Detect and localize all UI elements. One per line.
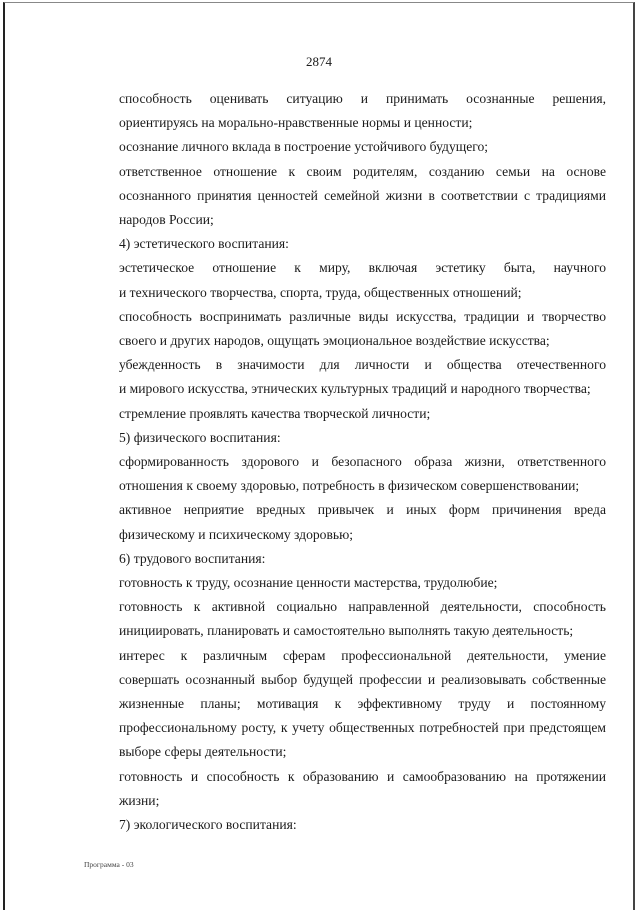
text-line: 6) трудового воспитания: [119,550,266,566]
text-line: готовность к труду, осознание ценности мастерства, трудолюбие; [119,575,498,591]
text-line: 7) экологического воспитания: [119,817,297,833]
text-line: способность оценивать ситуацию и принимать осознанные решения, [119,91,606,106]
text-line: выборе сферы деятельности; [119,744,287,760]
text-line: и технического творчества, спорта, труда, общественных отношений; [119,284,522,300]
text-line: отношения к своему здоровью, потребность в физическом совершенствовании; [119,478,580,494]
text-line: физическому и психическому здоровью; [119,526,354,542]
text-line: готовность к активной социально направленной деятельности, способность [119,599,606,615]
paragraph [82,87,606,135]
text-line: осознание личного вклада в построение устойчивого будущего; [119,139,489,155]
paragraph [82,813,606,837]
paragraph [82,135,606,159]
page-number: 2874 [306,54,332,69]
text-line: активное неприятие вредных привычек и иных форм причинения вреда [119,502,606,518]
text-line: интерес к различным сферам профессиональной деятельности, умение [119,647,606,663]
text-line: 4) эстетического воспитания: [119,236,289,252]
document-body [82,87,606,837]
document-page [3,2,635,910]
text-line: способность воспринимать различные виды искусства, традиции и творчество [119,308,606,324]
paragraph [82,450,606,498]
paragraph [82,256,606,304]
text-line: стремление проявлять качества творческой личности; [119,405,431,421]
text-line: народов России; [119,212,214,228]
paragraph [82,547,606,571]
paragraph [82,765,606,813]
paragraph [82,160,606,233]
text-line: инициировать, планировать и самостоятельно выполнять такую деятельность; [119,623,574,639]
text-line: сформированность здорового и безопасного образа жизни, ответственного [119,454,606,470]
text-line: совершать осознанный выбор будущей профессии и реализовывать собственные [119,671,606,687]
text-line: убежденность в значимости для личности и общества отечественного [119,357,606,373]
paragraph [82,644,606,765]
paragraph [82,595,606,643]
paragraph [82,498,606,546]
footer-note: Программа - 03 [84,860,134,869]
text-line: ориентируясь на морально-нравственные нормы и ценности; [119,115,473,131]
text-line: своего и других народов, ощущать эмоциональное воздействие искусства; [119,333,550,349]
paragraph [82,426,606,450]
text-line: профессиональному росту, к учету общественных потребностей при предстоящем [119,720,606,736]
paragraph [82,402,606,426]
text-line: осознанного принятия ценностей семейной жизни в соответствии с традициями [119,187,606,203]
text-line: готовность и способность к образованию и самообразованию на протяжении [119,768,606,784]
text-line: жизненные планы; мотивация к эффективному труду и постоянному [119,696,606,712]
paragraph [82,232,606,256]
text-line: ответственное отношение к своим родителям, созданию семьи на основе [119,163,606,179]
text-line: и мирового искусства, этнических культурных традиций и народного творчества; [119,381,591,397]
paragraph [82,571,606,595]
text-line: эстетическое отношение к миру, включая эстетику быта, научного [119,260,606,276]
text-line: 5) физического воспитания: [119,429,281,445]
paragraph [82,305,606,353]
paragraph [82,353,606,401]
text-line: жизни; [119,792,160,808]
